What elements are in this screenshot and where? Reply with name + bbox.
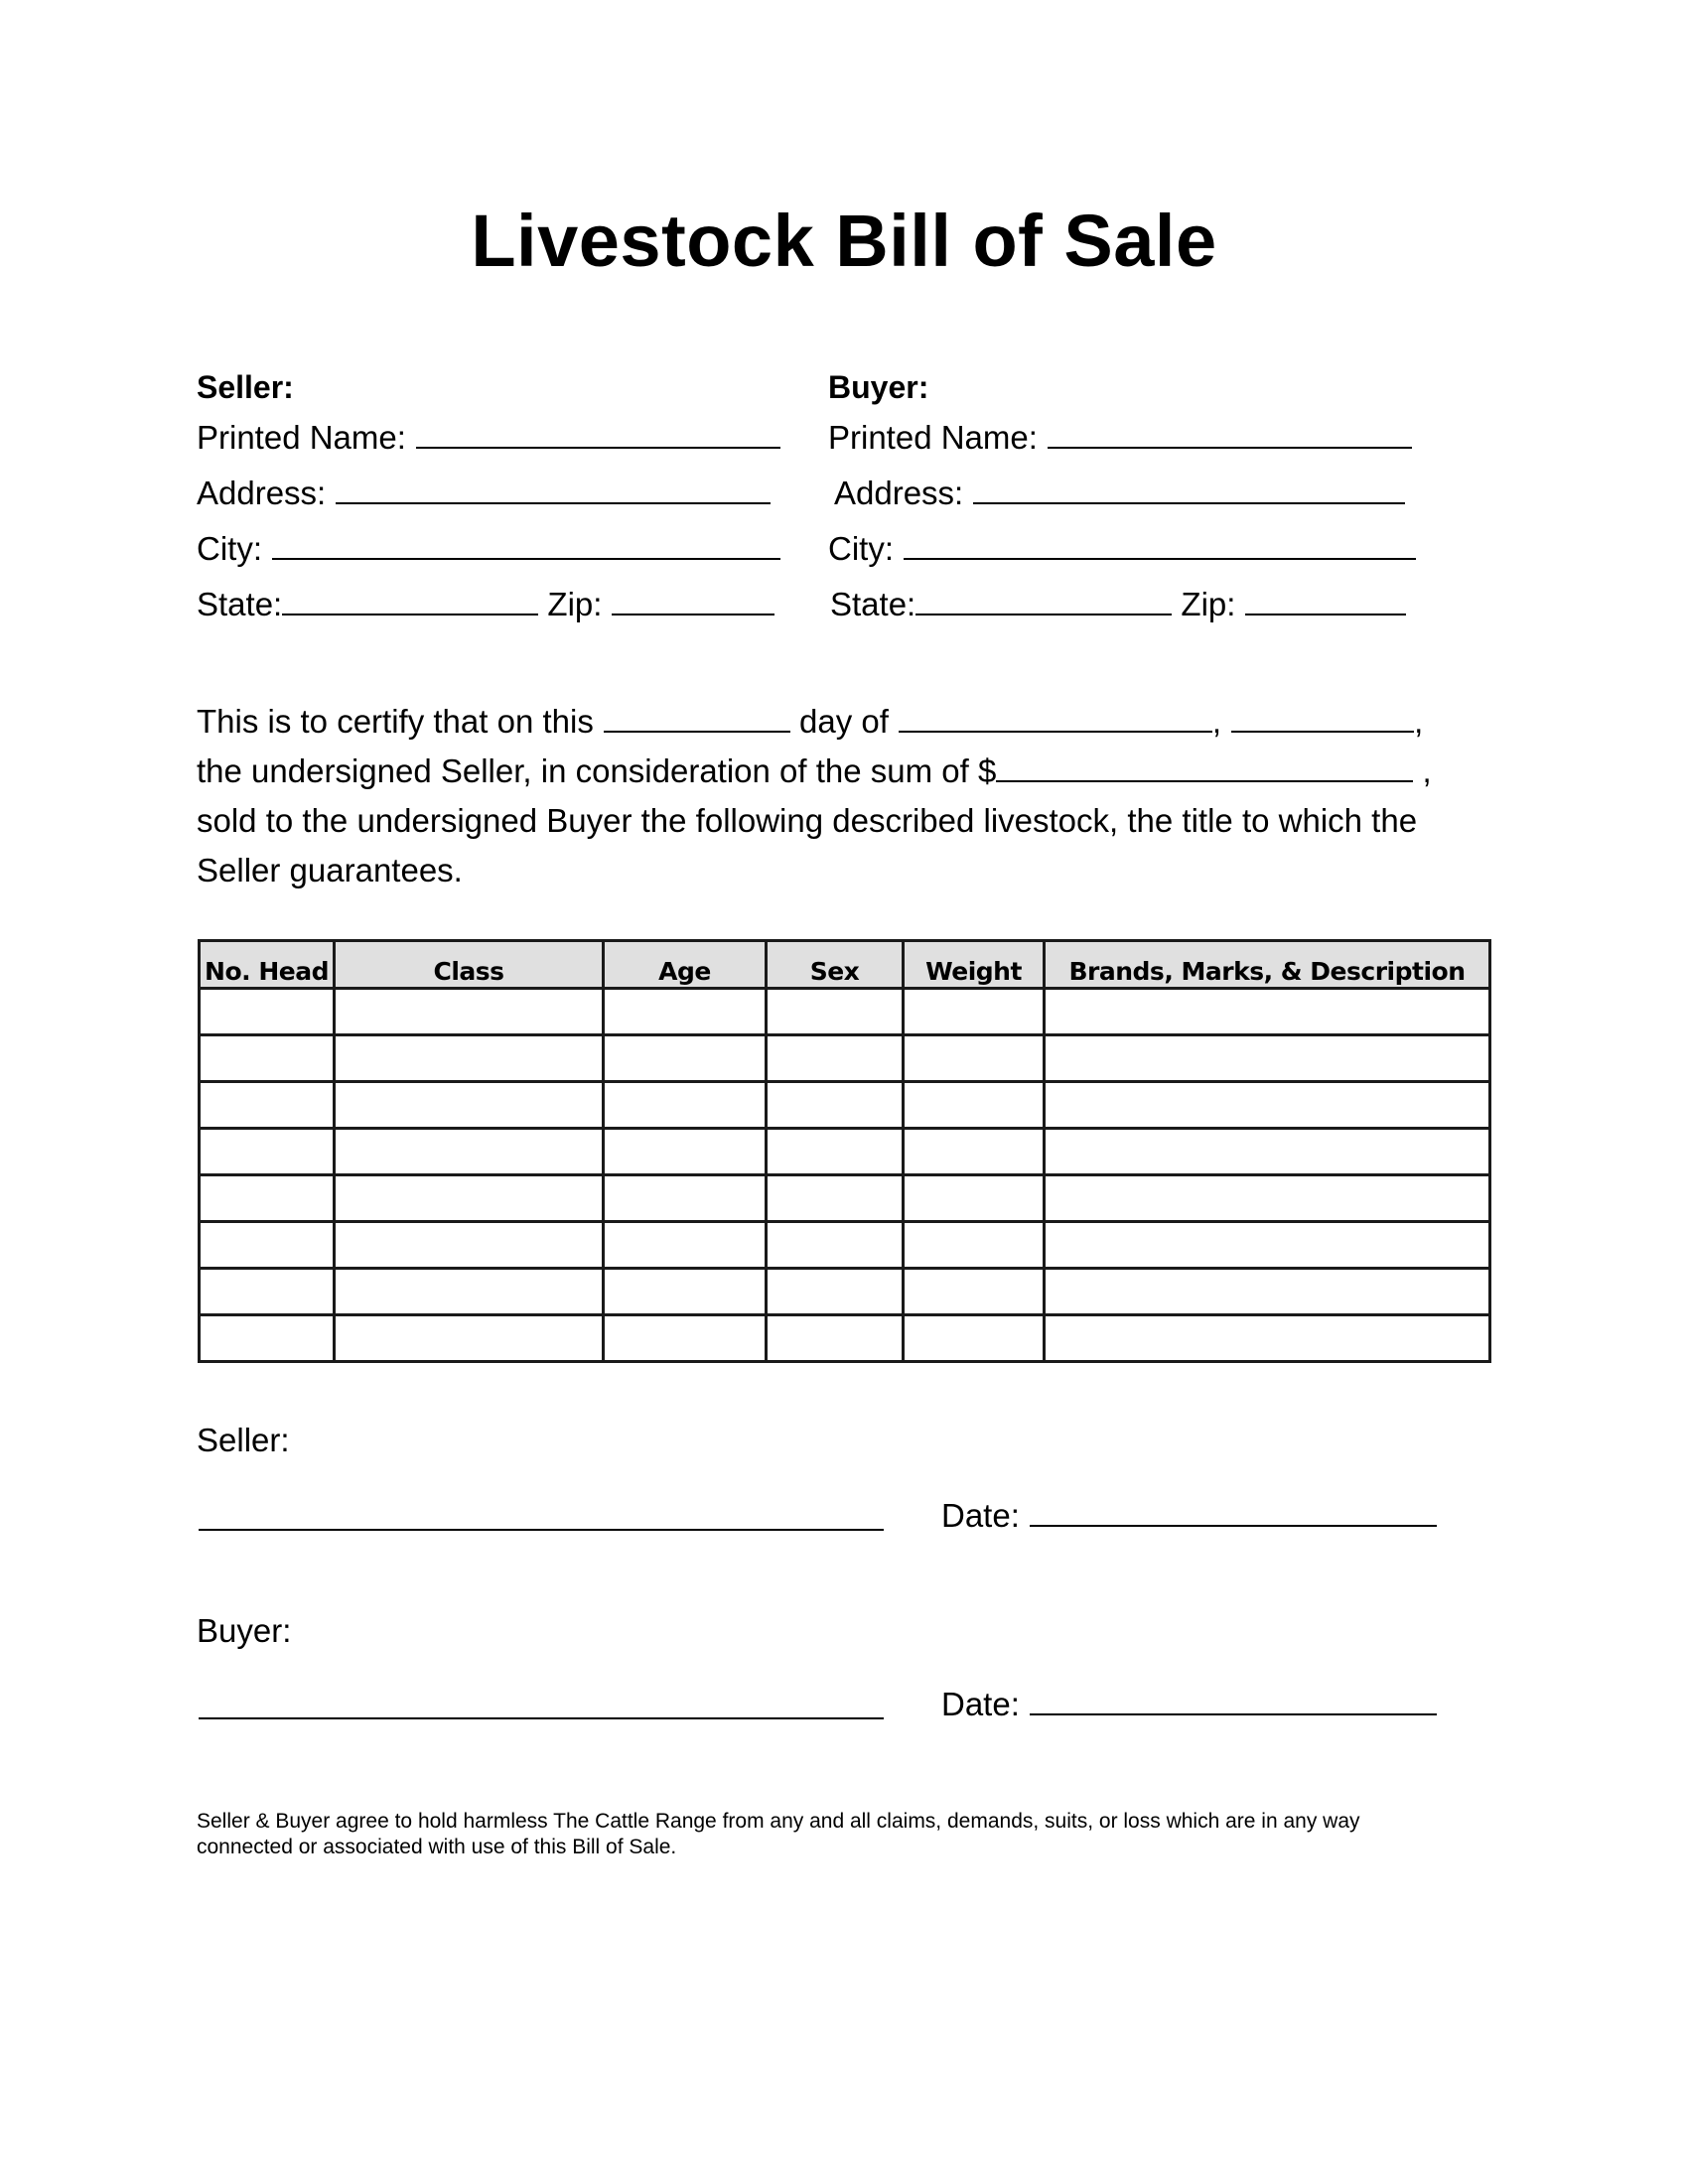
buyer-city-row: [828, 530, 1416, 568]
certify-year-field[interactable]: [1231, 703, 1414, 733]
age-cell[interactable]: [604, 1082, 767, 1129]
sex-cell[interactable]: [767, 1175, 904, 1222]
weight-cell[interactable]: [904, 1082, 1045, 1129]
document-title: Livestock Bill of Sale: [471, 200, 1217, 282]
buyer-printed-name-row: [828, 419, 1412, 457]
table-row: [200, 1129, 1490, 1175]
certification-line-1: [197, 703, 1423, 741]
sex-cell[interactable]: [767, 1082, 904, 1129]
description-cell[interactable]: [1045, 1222, 1490, 1269]
weight-cell[interactable]: [904, 989, 1045, 1035]
description-cell[interactable]: [1045, 1269, 1490, 1315]
seller-zip-label: Zip:: [547, 586, 603, 622]
description-cell[interactable]: [1045, 1175, 1490, 1222]
buyer-printed-name-label: Printed Name:: [828, 419, 1038, 456]
seller-heading: Seller:: [197, 369, 294, 405]
seller-state-zip-row: [197, 586, 774, 623]
seller-printed-name-row: [197, 419, 780, 457]
age-cell[interactable]: [604, 1035, 767, 1082]
seller-address-label: Address:: [197, 475, 327, 511]
day-of-text: day of: [799, 703, 889, 740]
column-header-brands-marks-description: Brands, Marks, & Description: [1045, 941, 1490, 989]
table-row: [200, 1035, 1490, 1082]
buyer-signature-label: Buyer:: [197, 1612, 292, 1649]
disclaimer-line-2: connected or associated with use of this Bill of Sale.: [197, 1836, 677, 1858]
no-head-cell[interactable]: [200, 1269, 335, 1315]
age-cell[interactable]: [604, 1175, 767, 1222]
sex-cell[interactable]: [767, 1035, 904, 1082]
certify-text: This is to certify that on this: [197, 703, 594, 740]
no-head-cell[interactable]: [200, 1129, 335, 1175]
no-head-cell[interactable]: [200, 1315, 335, 1362]
buyer-date-label: Date:: [941, 1686, 1020, 1722]
sex-cell[interactable]: [767, 1315, 904, 1362]
table-header-row: [200, 941, 1490, 989]
weight-cell[interactable]: [904, 1175, 1045, 1222]
buyer-city-label: City:: [828, 530, 894, 567]
buyer-heading: Buyer:: [828, 369, 929, 405]
buyer-signature-field[interactable]: [199, 1717, 884, 1719]
seller-address-row: [197, 475, 771, 512]
buyer-address-label: Address:: [834, 475, 964, 511]
weight-cell[interactable]: [904, 1222, 1045, 1269]
seller-date-row: [941, 1497, 1437, 1535]
consideration-text: the undersigned Seller, in consideration of the sum of $: [197, 752, 997, 789]
no-head-cell[interactable]: [200, 1222, 335, 1269]
no-head-cell[interactable]: [200, 989, 335, 1035]
seller-zip-field[interactable]: [612, 586, 774, 615]
seller-signature-label: Seller:: [197, 1422, 290, 1458]
class-cell[interactable]: [335, 1222, 604, 1269]
certification-line-4: Seller guarantees.: [197, 852, 463, 888]
buyer-date-field[interactable]: [1030, 1686, 1437, 1715]
seller-city-label: City:: [197, 530, 262, 567]
table-row: [200, 989, 1490, 1035]
weight-cell[interactable]: [904, 1035, 1045, 1082]
buyer-state-zip-row: [830, 586, 1406, 623]
description-cell[interactable]: [1045, 1129, 1490, 1175]
description-cell[interactable]: [1045, 1035, 1490, 1082]
class-cell[interactable]: [335, 1035, 604, 1082]
buyer-date-row: [941, 1686, 1437, 1723]
table-row: [200, 1082, 1490, 1129]
buyer-address-row: [834, 475, 1405, 512]
age-cell[interactable]: [604, 989, 767, 1035]
class-cell[interactable]: [335, 1175, 604, 1222]
comma-text: ,: [1422, 752, 1432, 789]
column-header-class: Class: [335, 941, 604, 989]
age-cell[interactable]: [604, 1129, 767, 1175]
seller-state-field[interactable]: [282, 586, 538, 615]
certify-day-field[interactable]: [604, 703, 790, 733]
no-head-cell[interactable]: [200, 1035, 335, 1082]
buyer-state-label: State:: [830, 586, 916, 622]
no-head-cell[interactable]: [200, 1175, 335, 1222]
column-header-sex: Sex: [767, 941, 904, 989]
description-cell[interactable]: [1045, 989, 1490, 1035]
seller-signature-field[interactable]: [199, 1529, 884, 1531]
buyer-zip-label: Zip:: [1181, 586, 1236, 622]
seller-printed-name-label: Printed Name:: [197, 419, 406, 456]
weight-cell[interactable]: [904, 1315, 1045, 1362]
weight-cell[interactable]: [904, 1129, 1045, 1175]
class-cell[interactable]: [335, 1315, 604, 1362]
buyer-state-field[interactable]: [915, 586, 1172, 615]
disclaimer-line-1: Seller & Buyer agree to hold harmless The Cattle Range from any and all claims, demands, suits, or loss which are in any way: [197, 1810, 1360, 1833]
sale-amount-field[interactable]: [996, 752, 1413, 782]
column-header-age: Age: [604, 941, 767, 989]
buyer-zip-field[interactable]: [1245, 586, 1406, 615]
livestock-table: [198, 939, 1491, 1363]
buyer-city-field[interactable]: [904, 530, 1416, 560]
table-row: [200, 1315, 1490, 1362]
buyer-address-field[interactable]: [973, 475, 1405, 504]
seller-city-row: [197, 530, 780, 568]
seller-address-field[interactable]: [336, 475, 771, 504]
age-cell[interactable]: [604, 1315, 767, 1362]
age-cell[interactable]: [604, 1269, 767, 1315]
class-cell[interactable]: [335, 1129, 604, 1175]
comma-text: ,: [1414, 703, 1424, 740]
certify-month-field[interactable]: [899, 703, 1212, 733]
certification-line-3: sold to the undersigned Buyer the following described livestock, the title to which the: [197, 802, 1418, 839]
seller-date-field[interactable]: [1030, 1497, 1437, 1527]
seller-printed-name-field[interactable]: [416, 419, 780, 449]
table-row: [200, 1269, 1490, 1315]
sex-cell[interactable]: [767, 1129, 904, 1175]
certification-line-2: [197, 752, 1432, 790]
column-header-no-head: No. Head: [200, 941, 335, 989]
buyer-printed-name-field[interactable]: [1048, 419, 1412, 449]
comma-text: ,: [1211, 703, 1222, 740]
class-cell[interactable]: [335, 1269, 604, 1315]
class-cell[interactable]: [335, 1082, 604, 1129]
weight-cell[interactable]: [904, 1269, 1045, 1315]
seller-city-field[interactable]: [272, 530, 780, 560]
column-header-weight: Weight: [904, 941, 1045, 989]
description-cell[interactable]: [1045, 1082, 1490, 1129]
sex-cell[interactable]: [767, 989, 904, 1035]
class-cell[interactable]: [335, 989, 604, 1035]
seller-date-label: Date:: [941, 1497, 1020, 1534]
no-head-cell[interactable]: [200, 1082, 335, 1129]
sex-cell[interactable]: [767, 1269, 904, 1315]
age-cell[interactable]: [604, 1222, 767, 1269]
table-row: [200, 1222, 1490, 1269]
seller-state-label: State:: [197, 586, 283, 622]
sex-cell[interactable]: [767, 1222, 904, 1269]
table-row: [200, 1175, 1490, 1222]
description-cell[interactable]: [1045, 1315, 1490, 1362]
